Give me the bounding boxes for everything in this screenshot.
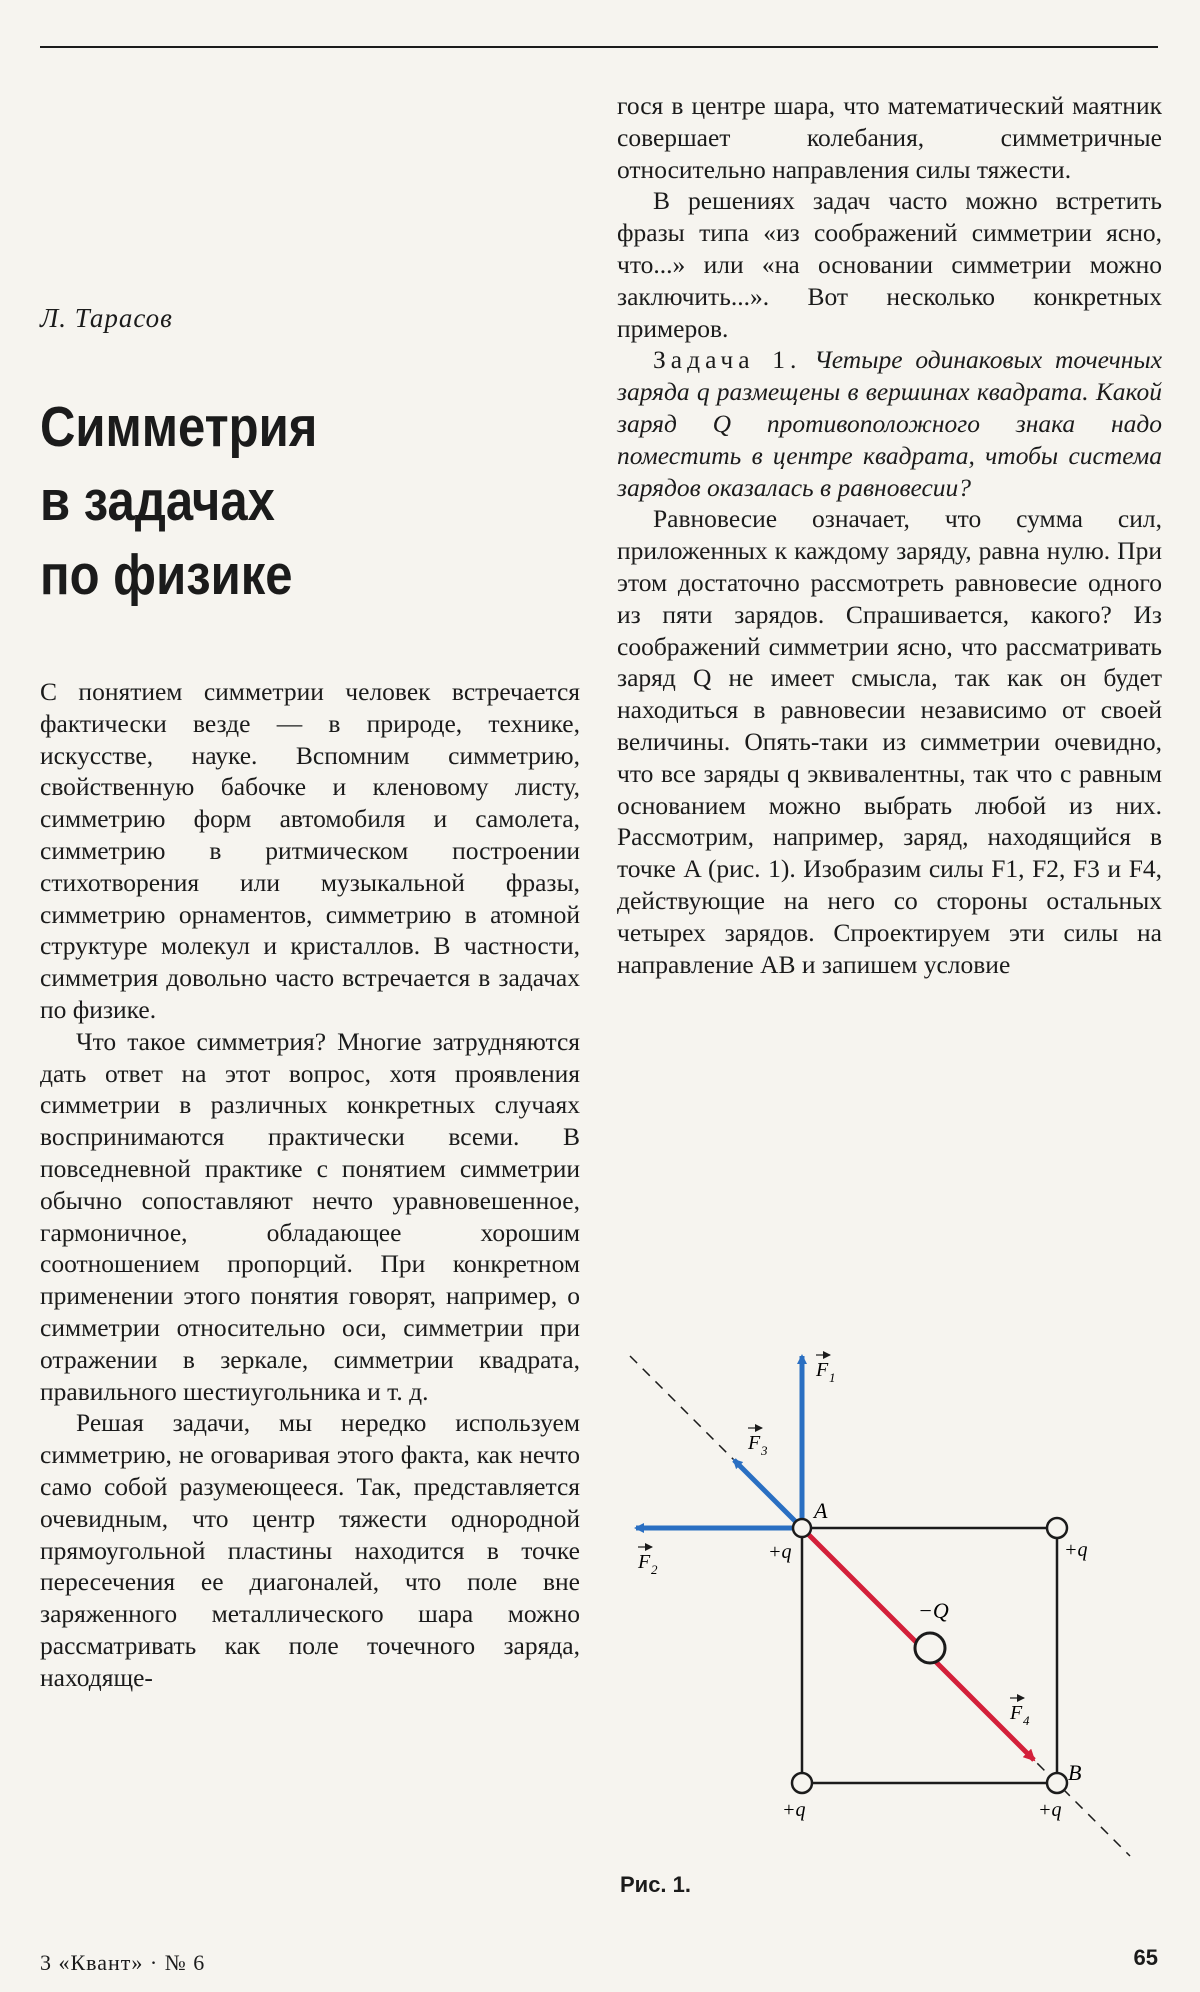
charge-bottom-left	[792, 1773, 812, 1793]
paragraph: Решая задачи, мы нередко используем симметрию, не оговаривая этого факта, как нечто само собой разумеющееся. Так, представляется очевидным, что центр тяжести однородной прямоугольной пластины находится в точке пересечения ее диагоналей, что поле вне заряженного металлического шара можно рассматривать как поле точечного заряда, находяще-	[40, 1408, 580, 1692]
label-f2	[637, 1547, 658, 1577]
label-a: A	[814, 1498, 828, 1523]
title-line: в задачах	[40, 469, 275, 533]
figure-square-charges	[612, 1328, 1172, 1893]
charge-center	[915, 1633, 945, 1663]
page-number: 65	[1133, 1945, 1158, 1970]
label-charge-a: +q	[768, 1541, 792, 1563]
label-f3	[747, 1428, 768, 1458]
charge-top-right	[1047, 1518, 1067, 1538]
label-f2-letter: F	[638, 1551, 651, 1573]
right-column	[617, 90, 1162, 980]
charge-b	[1047, 1773, 1067, 1793]
label-charge-top-right: +q	[1064, 1539, 1088, 1561]
paragraph: Что такое симметрия? Многие затрудняются дать ответ на этот вопрос, хотя проявления симметрии в различных конкретных случаях воспринимаются практически всеми. В повседневной практике с понятием симметрии обычно сопоставляют нечто уравновешенное, гармоничное, обладающее хорошим соотношением пропорций. При конкретном применении этого понятия говорят, например, о симметрии относительно оси, симметрии при отражении в зеркале, симметрии квадрата, правильного шестиугольника и т. д.	[40, 1026, 580, 1406]
label-f4	[1009, 1698, 1030, 1728]
label-charge-b: +q	[1038, 1799, 1062, 1821]
charge-a	[793, 1519, 811, 1537]
label-charge-bottom-left: +q	[782, 1799, 806, 1821]
paragraph: С понятием симметрии человек встречается фактически везде — в природе, технике, искусстве, науке. Вспомним симметрию, свойственную бабочке и кленовому листу, симметрию форм автомобиля и самолета, симметрию в ритмическом построении стихотворения или музыкальной фразы, симметрию орнаментов, симметрию в атомной структуре молекул и кристаллов. В частности, симметрия довольно часто встречается в задачах по физике.	[40, 677, 580, 1024]
label-f4-sub: 4	[1023, 1713, 1030, 1728]
top-rule	[40, 46, 1158, 48]
footer-journal: 3 «Квант» · № 6	[40, 1950, 206, 1975]
label-f4-letter: F	[1010, 1702, 1023, 1724]
label-f2-sub: 2	[651, 1562, 658, 1577]
paragraph: Равновесие означает, что сумма сил, приложенных к каждому заряду, равна нулю. При этом достаточно рассмотреть равновесие одного из пяти зарядов. Спрашивается, какого? Из соображений симметрии ясно, что рассматривать заряд Q не имеет смысла, так как он будет находиться в равновесии независимо от своей величины. Опять-таки из симметрии очевидно, что все заряды q эквивалентны, так что с равным основанием можно выбрать любой из них. Рассмотрим, например, заряд, находящийся в точке A (рис. 1). Изобразим силы F1, F2, F3 и F4, действующие на него со стороны остальных четырех зарядов. Спроектируем эти силы на направление AB и запишем условие	[617, 504, 1162, 979]
paragraph: гося в центре шара, что математический маятник совершает колебания, симметричные относительно направления силы тяжести.	[617, 91, 1162, 184]
label-f1-letter: F	[816, 1359, 829, 1381]
label-f1-sub: 1	[829, 1370, 836, 1385]
author-name: Л. Тарасов	[40, 303, 173, 333]
title-line: по физике	[40, 543, 293, 607]
left-column	[40, 285, 580, 1694]
label-f3-sub: 3	[761, 1443, 768, 1458]
label-f1	[815, 1355, 836, 1385]
article-title	[40, 390, 504, 612]
paragraph: В решениях задач часто можно встретить фразы типа «из соображений симметрии ясно, что...» или «на основании симметрии можно заключить...». Вот несколько конкретных примеров.	[617, 186, 1162, 343]
problem-label: Задача 1.	[653, 345, 802, 375]
force-f3-arrow	[734, 1460, 802, 1528]
title-line: Симметрия	[40, 395, 318, 459]
label-f3-letter: F	[748, 1432, 761, 1454]
label-charge-center: −Q	[918, 1598, 949, 1623]
label-b: B	[1068, 1760, 1082, 1785]
problem-text: Четыре одинаковых точечных заряда q размещены в вершинах квадрата. Какой заряд Q противоположного знака надо поместить в центре квадрата, чтобы система зарядов оказалась в равновесии?	[617, 345, 1163, 502]
problem-statement	[617, 344, 1162, 503]
left-body	[40, 676, 580, 1694]
figure-caption: Рис. 1.	[620, 1872, 692, 1897]
